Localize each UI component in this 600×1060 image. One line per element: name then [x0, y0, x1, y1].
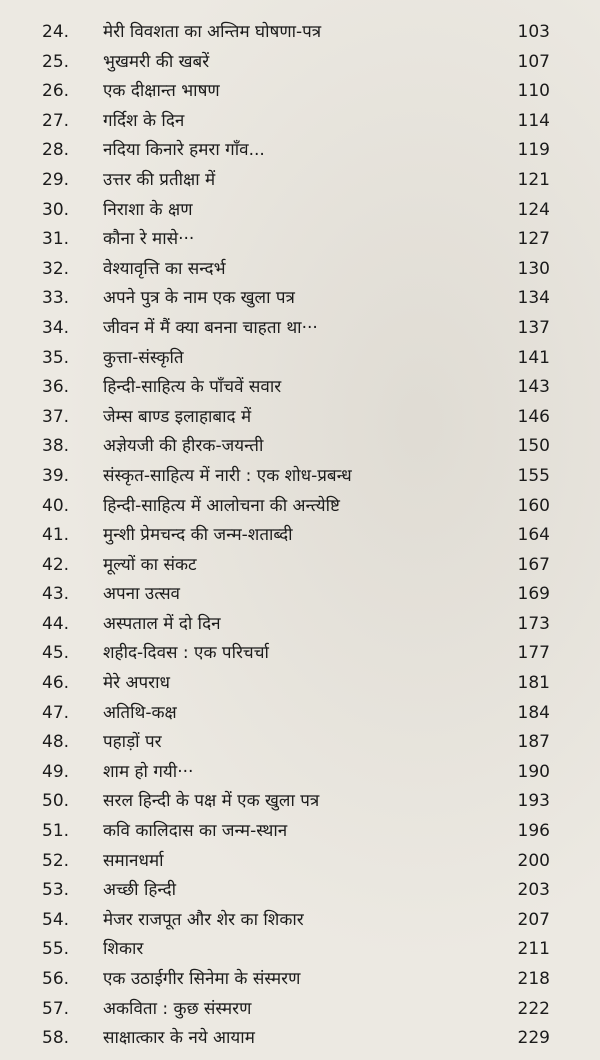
entry-page-number: 119 [517, 140, 550, 161]
entry-page-number: 141 [517, 347, 550, 368]
entry-number: 33. [42, 288, 70, 309]
entry-number: 26. [42, 81, 70, 102]
entry-title: शिकार [103, 939, 144, 960]
entry-title: साक्षात्कार के नये आयाम [103, 1028, 255, 1049]
toc-entry [0, 314, 600, 344]
entry-title: अस्पताल में दो दिन [103, 613, 221, 634]
entry-title: कौना रे मासे··· [103, 229, 195, 250]
toc-entry [0, 995, 600, 1025]
entry-title: अपना उत्सव [103, 584, 181, 605]
entry-title: मेजर राजपूत और शेर का शिकार [103, 909, 304, 930]
entry-page-number: 169 [517, 584, 550, 605]
entry-number: 28. [42, 140, 70, 161]
entry-number: 38. [42, 436, 70, 457]
entry-title: शाम हो गयी··· [103, 761, 194, 782]
entry-page-number: 167 [517, 554, 550, 575]
entry-number: 48. [42, 732, 70, 753]
entry-title: मुन्शी प्रेमचन्द की जन्म-शताब्दी [103, 525, 293, 546]
entry-page-number: 181 [517, 673, 550, 694]
entry-number: 31. [42, 229, 70, 250]
entry-page-number: 207 [517, 909, 550, 930]
entry-title: एक उठाईगीर सिनेमा के संस्मरण [103, 969, 301, 989]
entry-title: जीवन में मैं क्या बनना चाहता था··· [103, 317, 318, 338]
entry-page-number: 229 [517, 1028, 550, 1049]
toc-entry [0, 876, 600, 906]
entry-page-number: 121 [517, 169, 550, 190]
entry-title: गर्दिश के दिन [103, 110, 185, 131]
entry-page-number: 218 [517, 969, 550, 989]
entry-number: 57. [42, 998, 70, 1019]
entry-page-number: 177 [517, 643, 550, 664]
entry-number: 49. [42, 761, 70, 782]
entry-page-number: 173 [517, 613, 550, 634]
toc-entry [0, 580, 600, 610]
entry-page-number: 184 [517, 702, 550, 723]
toc-entry [0, 255, 600, 285]
toc-entry [0, 18, 600, 48]
entry-title: भुखमरी की खबरें [103, 51, 210, 72]
entry-number: 25. [42, 51, 70, 72]
entry-number: 29. [42, 169, 70, 190]
entry-title: अकविता : कुछ संस्मरण [103, 998, 252, 1019]
toc-entry [0, 639, 600, 669]
entry-number: 27. [42, 110, 70, 131]
entry-page-number: 222 [517, 998, 550, 1019]
entry-number: 46. [42, 673, 70, 694]
entry-number: 55. [42, 939, 70, 960]
entry-title: अपने पुत्र के नाम एक खुला पत्र [103, 288, 295, 309]
entry-number: 41. [42, 525, 70, 546]
entry-title: कुत्ता-संस्कृति [103, 347, 184, 368]
entry-page-number: 193 [517, 791, 550, 812]
entry-number: 37. [42, 406, 70, 427]
entry-number: 58. [42, 1028, 70, 1049]
entry-number: 24. [42, 22, 70, 42]
entry-title: सरल हिन्दी के पक्ष में एक खुला पत्र [103, 791, 320, 812]
toc-entry [0, 521, 600, 551]
entry-page-number: 196 [517, 821, 550, 842]
entry-title: पहाड़ों पर [103, 732, 162, 753]
entry-title: मूल्यों का संकट [103, 554, 197, 575]
entry-number: 32. [42, 258, 70, 279]
entry-number: 40. [42, 495, 70, 516]
toc-entry [0, 136, 600, 166]
toc-entry [0, 77, 600, 107]
toc-entry [0, 284, 600, 314]
entry-page-number: 164 [517, 525, 550, 546]
entry-number: 56. [42, 969, 70, 989]
entry-title: संस्कृत-साहित्य में नारी : एक शोध-प्रबन्ध [103, 465, 352, 486]
entry-page-number: 146 [517, 406, 550, 427]
entry-number: 44. [42, 613, 70, 634]
entry-title: वेश्यावृत्ति का सन्दर्भ [103, 258, 226, 279]
entry-page-number: 143 [517, 377, 550, 398]
entry-title: समानधर्मा [103, 850, 164, 871]
entry-page-number: 150 [517, 436, 550, 457]
toc-entry [0, 432, 600, 462]
toc-entry [0, 462, 600, 492]
entry-title: मेरी विवशता का अन्तिम घोषणा-पत्र [103, 22, 322, 42]
entry-number: 35. [42, 347, 70, 368]
entry-number: 39. [42, 465, 70, 486]
entry-number: 53. [42, 880, 70, 901]
entry-page-number: 211 [517, 939, 550, 960]
toc-entry [0, 492, 600, 522]
entry-number: 52. [42, 850, 70, 871]
entry-page-number: 134 [517, 288, 550, 309]
toc-entry [0, 906, 600, 936]
entry-page-number: 200 [517, 850, 550, 871]
entry-page-number: 107 [517, 51, 550, 72]
entry-number: 36. [42, 377, 70, 398]
table-of-contents [0, 18, 600, 1054]
entry-title: नदिया किनारे हमरा गाँव... [103, 140, 265, 161]
entry-number: 45. [42, 643, 70, 664]
toc-entry [0, 758, 600, 788]
toc-entry [0, 610, 600, 640]
entry-title: हिन्दी-साहित्य में आलोचना की अन्त्येष्टि [103, 495, 340, 516]
toc-entry [0, 965, 600, 995]
toc-entry [0, 847, 600, 877]
entry-page-number: 103 [517, 22, 550, 42]
toc-entry [0, 344, 600, 374]
entry-title: जेम्स बाण्ड इलाहाबाद में [103, 406, 252, 427]
toc-entry [0, 48, 600, 78]
entry-number: 50. [42, 791, 70, 812]
toc-entry [0, 728, 600, 758]
entry-title: एक दीक्षान्त भाषण [103, 81, 220, 102]
entry-page-number: 190 [517, 761, 550, 782]
entry-number: 42. [42, 554, 70, 575]
entry-title: कवि कालिदास का जन्म-स्थान [103, 821, 288, 842]
entry-title: मेरे अपराध [103, 673, 170, 694]
toc-entry [0, 166, 600, 196]
entry-page-number: 130 [517, 258, 550, 279]
toc-entry [0, 787, 600, 817]
toc-entry [0, 196, 600, 226]
entry-page-number: 114 [517, 110, 550, 131]
entry-page-number: 187 [517, 732, 550, 753]
toc-entry [0, 1024, 600, 1054]
entry-page-number: 160 [517, 495, 550, 516]
entry-title: उत्तर की प्रतीक्षा में [103, 169, 216, 190]
entry-title: शहीद-दिवस : एक परिचर्चा [103, 643, 269, 664]
entry-number: 47. [42, 702, 70, 723]
toc-entry [0, 817, 600, 847]
entry-title: निराशा के क्षण [103, 199, 193, 220]
toc-entry [0, 373, 600, 403]
entry-page-number: 155 [517, 465, 550, 486]
entry-number: 43. [42, 584, 70, 605]
toc-entry [0, 403, 600, 433]
toc-entry [0, 551, 600, 581]
entry-number: 51. [42, 821, 70, 842]
entry-number: 30. [42, 199, 70, 220]
toc-entry [0, 699, 600, 729]
toc-entry [0, 935, 600, 965]
entry-page-number: 110 [517, 81, 550, 102]
entry-title: अज्ञेयजी की हीरक-जयन्ती [103, 436, 264, 457]
entry-page-number: 127 [517, 229, 550, 250]
toc-entry [0, 107, 600, 137]
entry-page-number: 124 [517, 199, 550, 220]
entry-number: 54. [42, 909, 70, 930]
entry-title: अच्छी हिन्दी [103, 880, 177, 901]
entry-number: 34. [42, 317, 70, 338]
entry-page-number: 203 [517, 880, 550, 901]
entry-page-number: 137 [517, 317, 550, 338]
toc-entry [0, 669, 600, 699]
toc-entry [0, 225, 600, 255]
entry-title: अतिथि-कक्ष [103, 702, 177, 723]
entry-title: हिन्दी-साहित्य के पाँचवें सवार [103, 377, 282, 398]
